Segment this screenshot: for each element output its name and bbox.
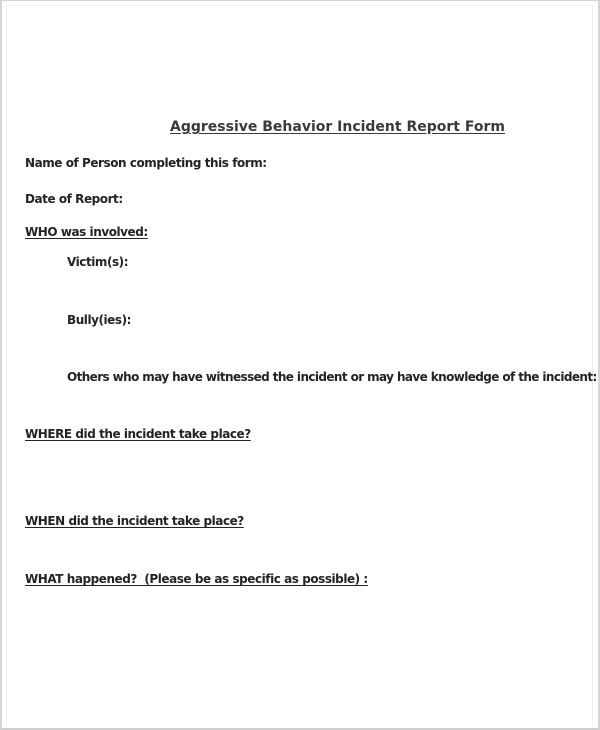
witnesses-label: Others who may have witnessed the incident or may have knowledge of the incident: [67, 370, 597, 384]
name-of-person-label: Name of Person completing this form: [25, 156, 267, 170]
form-title: Aggressive Behavior Incident Report Form [170, 119, 505, 135]
page-margin-guide-right [592, 5, 593, 726]
when-heading: WHEN did the incident take place? [25, 514, 244, 528]
where-heading: WHERE did the incident take place? [25, 427, 251, 441]
date-of-report-label: Date of Report: [25, 192, 123, 206]
what-happened-heading: WHAT happened? (Please be as specific as possible) : [25, 572, 368, 586]
page-margin-guide-top [6, 5, 593, 6]
bullies-label: Bully(ies): [67, 313, 131, 327]
victims-label: Victim(s): [67, 255, 129, 269]
page-margin-guide-left [6, 5, 7, 726]
who-involved-heading: WHO was involved: [25, 225, 148, 239]
